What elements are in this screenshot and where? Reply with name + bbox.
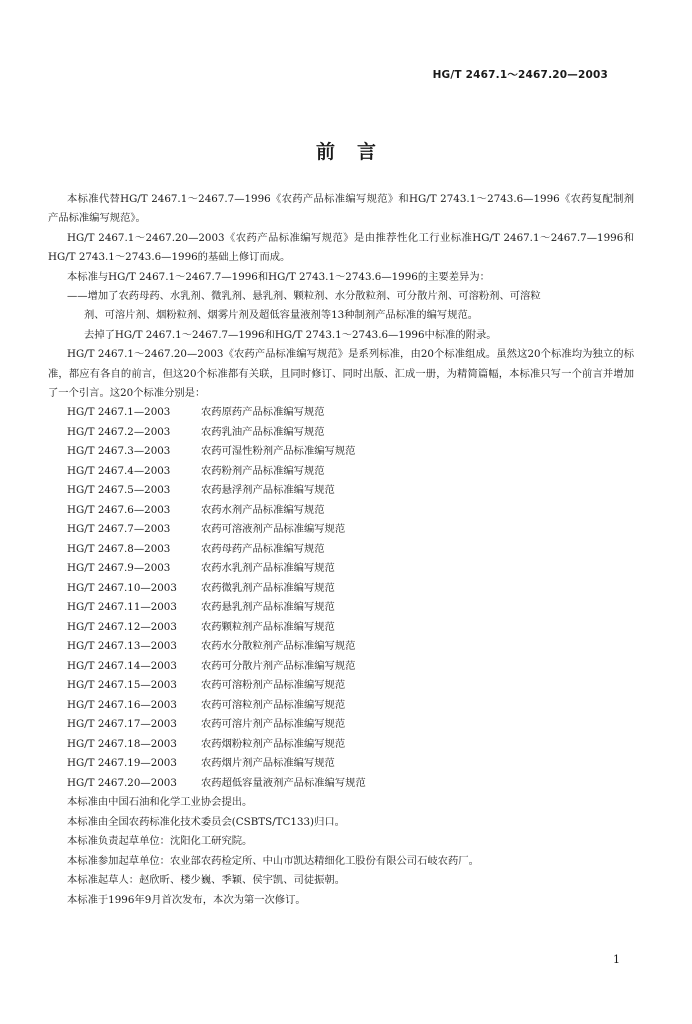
list-item [67, 520, 634, 540]
standard-name: 农药微乳剂产品标准编写规范 [201, 581, 335, 594]
paragraph-revision-basis: HG/T 2467.1～2467.20—2003《农药产品标准编写规范》是由推荐性化工行业标准HG/T 2467.1～2467.7—1996和HG/T 2743.1～2743.6—1996的基础上修订而成。 [48, 231, 634, 264]
standard-code: HG/T 2467.5—2003 [67, 484, 171, 497]
list-item [67, 754, 634, 774]
standard-code: HG/T 2467.9—2003 [67, 562, 171, 575]
paragraph-drafters: 本标准起草人：赵欣昕、楼少巍、季颖、侯宇凯、司徒振朝。 [67, 874, 346, 887]
standard-name: 农药颗粒剂产品标准编写规范 [201, 620, 335, 633]
standard-name: 农药可溶粒剂产品标准编写规范 [201, 698, 346, 711]
standard-code: HG/T 2467.14—2003 [67, 659, 177, 672]
list-item [67, 735, 634, 755]
list-item [67, 715, 634, 735]
standard-name: 农药悬浮剂产品标准编写规范 [201, 484, 335, 497]
list-item [67, 579, 634, 599]
paragraph-series-description: HG/T 2467.1～2467.20—2003《农药产品标准编写规范》是系列标准，由20个标准组成。虽然这20个标准均为独立的标准，都应有各自的前言，但这20个标准都有关联，且同时修订、同时出版、汇成一册，为精简篇幅，本标准只写一个前言并增加了一个引言。这20个标准分别是： [48, 348, 634, 400]
standard-code: HG/T 2467.15—2003 [67, 679, 177, 692]
list-item [67, 442, 634, 462]
standard-code: HG/T 2467.13—2003 [67, 640, 177, 653]
standard-name: 农药可分散片剂产品标准编写规范 [201, 659, 356, 672]
list-item [67, 423, 634, 443]
list-item [67, 676, 634, 696]
standard-code: HG/T 2467.10—2003 [67, 581, 177, 594]
standard-code: HG/T 2467.1—2003 [67, 406, 171, 419]
page-title: 前言 [315, 141, 398, 163]
standard-name: 农药可溶液剂产品标准编写规范 [201, 523, 346, 536]
list-item [67, 657, 634, 677]
standard-name: 农药母药产品标准编写规范 [201, 542, 325, 555]
standard-code: HG/T 2467.17—2003 [67, 718, 177, 731]
paragraph-replacement: 本标准代替HG/T 2467.1～2467.7—1996《农药产品标准编写规范》和HG/T 2743.1～2743.6—1996《农药复配制剂产品标准编写规范》。 [48, 193, 634, 225]
list-item [67, 598, 634, 618]
standard-name: 农药可溶粉剂产品标准编写规范 [201, 679, 346, 692]
standard-code: HG/T 2467.3—2003 [67, 445, 171, 458]
paragraph-differences-intro: 本标准与HG/T 2467.1～2467.7—1996和HG/T 2743.1～2743.6—1996的主要差异为： [67, 270, 490, 283]
paragraph-history: 本标准于1996年9月首次发布，本次为第一次修订。 [67, 893, 306, 906]
standard-code: HG/T 2467.6—2003 [67, 503, 171, 516]
paragraph-administrator: 本标准由全国农药标准化技术委员会(CSBTS/TC133)归口。 [67, 815, 345, 828]
standard-code: HG/T 2467.20—2003 [67, 776, 177, 789]
standard-code: HG/T 2467.8—2003 [67, 542, 171, 555]
standard-code: HG/T 2467.4—2003 [67, 464, 171, 477]
standard-name: 农药超低容量液剂产品标准编写规范 [201, 776, 366, 789]
standard-name: 农药原药产品标准编写规范 [201, 406, 325, 419]
standard-name: 农药悬乳剂产品标准编写规范 [201, 601, 335, 614]
list-item [67, 540, 634, 560]
added-formulations-line-1: ——增加了农药母药、水乳剂、微乳剂、悬乳剂、颗粒剂、水分散粒剂、可分散片剂、可溶粉剂、可溶粒 [67, 290, 541, 303]
list-item [67, 696, 634, 716]
standard-name: 农药烟粉粒剂产品标准编写规范 [201, 737, 346, 750]
standard-name: 农药烟片剂产品标准编写规范 [201, 757, 335, 770]
paragraph-drafting-unit: 本标准负责起草单位：沈阳化工研究院。 [67, 835, 253, 848]
added-formulations-line-2: 剂、可溶片剂、烟粉粒剂、烟雾片剂及超低容量液剂等13种制剂产品标准的编写规范。 [84, 309, 479, 322]
standard-name: 农药水乳剂产品标准编写规范 [201, 562, 335, 575]
standard-name: 农药水分散粒剂产品标准编写规范 [201, 640, 356, 653]
list-item [67, 774, 634, 794]
page-number: 1 [613, 953, 620, 966]
foreword-body [48, 190, 634, 910]
standards-list [48, 403, 634, 793]
standard-code: HG/T 2467.12—2003 [67, 620, 177, 633]
list-item [67, 559, 634, 579]
list-item [67, 481, 634, 501]
standard-name: 农药可溶片剂产品标准编写规范 [201, 718, 346, 731]
list-item [67, 501, 634, 521]
standard-code-header: HG/T 2467.1～2467.20—2003 [432, 69, 608, 81]
paragraph-participating-units: 本标准参加起草单位：农业部农药检定所、中山市凯达精细化工股份有限公司石岐农药厂。 [67, 854, 479, 867]
standard-name: 农药可湿性粉剂产品标准编写规范 [201, 445, 356, 458]
standard-name: 农药乳油产品标准编写规范 [201, 425, 325, 438]
list-item [67, 618, 634, 638]
standard-code: HG/T 2467.18—2003 [67, 737, 177, 750]
list-item [67, 637, 634, 657]
list-item [67, 462, 634, 482]
standard-code: HG/T 2467.2—2003 [67, 425, 171, 438]
paragraph-removed-annex: 去掉了HG/T 2467.1～2467.7—1996和HG/T 2743.1～2743.6—1996中标准的附录。 [84, 328, 497, 341]
standard-code: HG/T 2467.16—2003 [67, 698, 177, 711]
paragraph-proposer: 本标准由中国石油和化学工业协会提出。 [67, 796, 253, 809]
list-item [67, 403, 634, 423]
paragraph-added-formulations [48, 287, 634, 326]
standard-name: 农药粉剂产品标准编写规范 [201, 464, 325, 477]
standard-name: 农药水剂产品标准编写规范 [201, 503, 325, 516]
standard-code: HG/T 2467.11—2003 [67, 601, 177, 614]
standard-code: HG/T 2467.19—2003 [67, 757, 177, 770]
standard-code: HG/T 2467.7—2003 [67, 523, 171, 536]
